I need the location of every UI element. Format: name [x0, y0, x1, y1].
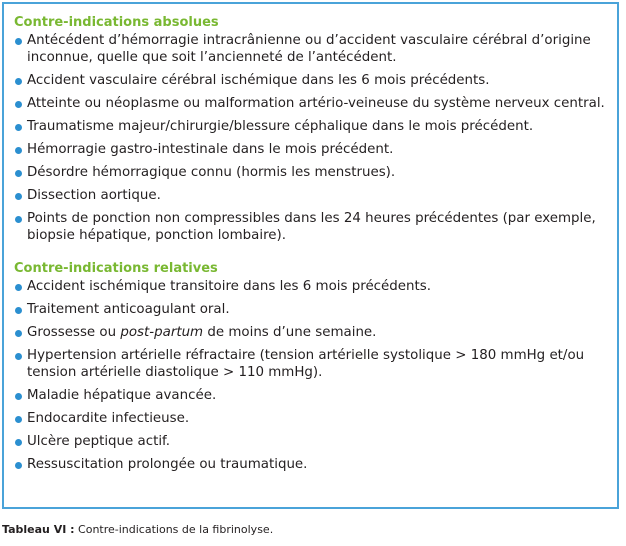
list-item: Traumatisme majeur/chirurgie/blessure céphalique dans le mois précédent.	[14, 118, 607, 135]
caption-label: Tableau VI :	[2, 523, 75, 536]
list-relatives	[14, 278, 607, 473]
list-item: Atteinte ou néoplasme ou malformation artério-veineuse du système nerveux central.	[14, 95, 607, 112]
list-item: Désordre hémorragique connu (hormis les menstrues).	[14, 164, 607, 181]
bullet-icon	[15, 170, 22, 177]
section-relatives	[14, 260, 607, 473]
bullet-icon	[15, 439, 22, 446]
bullet-icon	[15, 216, 22, 223]
list-item: Accident vasculaire cérébral ischémique dans les 6 mois précédents.	[14, 72, 607, 89]
bullet-icon	[15, 38, 22, 45]
bullet-icon	[15, 284, 22, 291]
bullet-icon	[15, 330, 22, 337]
list-item: Endocardite infectieuse.	[14, 410, 607, 427]
bullet-icon	[15, 124, 22, 131]
list-item: Points de ponction non compressibles dans les 24 heures précédentes (par exemple, biopsie hépatique, ponction lombaire).	[14, 210, 607, 244]
list-item: Maladie hépatique avancée.	[14, 387, 607, 404]
section-absolues	[14, 14, 607, 244]
list-item: Grossesse ou post-partum de moins d’une semaine.	[14, 324, 607, 341]
bullet-icon	[15, 193, 22, 200]
list-item: Ulcère peptique actif.	[14, 433, 607, 450]
bullet-icon	[15, 78, 22, 85]
list-item: Traitement anticoagulant oral.	[14, 301, 607, 318]
bullet-icon	[15, 353, 22, 360]
contraindications-table	[2, 2, 619, 509]
bullet-icon	[15, 147, 22, 154]
bullet-icon	[15, 416, 22, 423]
list-item: Ressuscitation prolongée ou traumatique.	[14, 456, 607, 473]
list-item: Dissection aortique.	[14, 187, 607, 204]
caption-text: Contre-indications de la fibrinolyse.	[74, 523, 274, 536]
section-title-relatives: Contre-indications relatives	[14, 261, 218, 276]
section-title-absolues: Contre-indications absolues	[14, 15, 219, 30]
list-item: Accident ischémique transitoire dans les 6 mois précédents.	[14, 278, 607, 295]
list-item: Hypertension artérielle réfractaire (tension artérielle systolique > 180 mmHg et/ou tension artérielle diastolique > 110 mmHg).	[14, 347, 607, 381]
bullet-icon	[15, 462, 22, 469]
bullet-icon	[15, 307, 22, 314]
table-caption	[2, 523, 273, 537]
bullet-icon	[15, 101, 22, 108]
list-absolues	[14, 32, 607, 244]
list-item: Hémorragie gastro-intestinale dans le mois précédent.	[14, 141, 607, 158]
bullet-icon	[15, 393, 22, 400]
list-item: Antécédent d’hémorragie intracrânienne ou d’accident vasculaire cérébral d’origine inconnue, quelle que soit l’ancienneté de l’antécédent.	[14, 32, 607, 66]
